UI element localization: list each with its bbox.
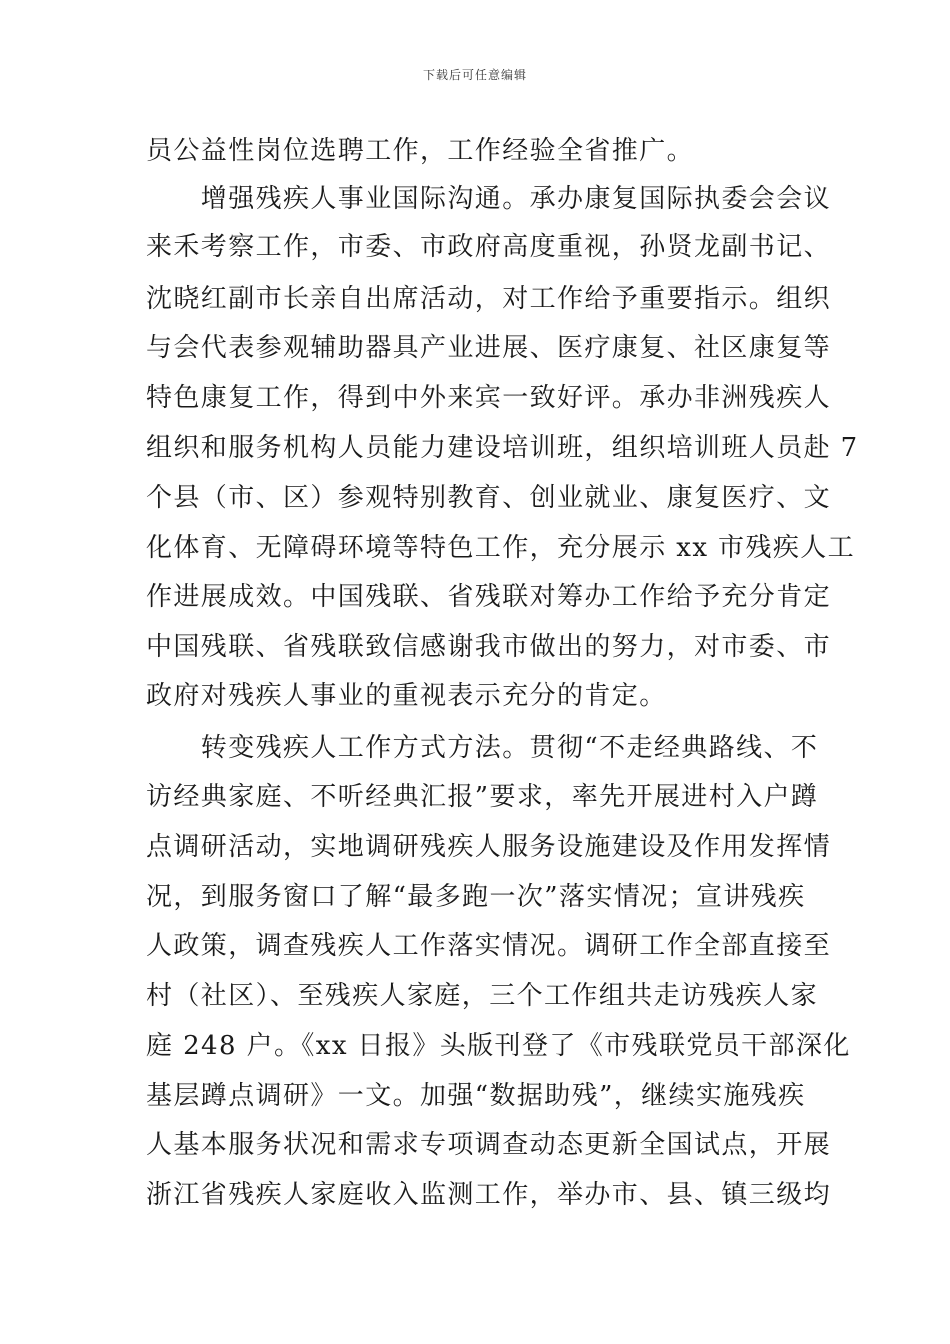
text-line: 化体育、无障碍环境等特色工作，充分展示 xx 市残疾人工 <box>146 533 856 563</box>
text-line: 来禾考察工作，市委、市政府高度重视，孙贤龙副书记、 <box>146 232 832 262</box>
text-line: 村（社区）、至残疾人家庭，三个工作组共走访残疾人家 <box>146 981 819 1011</box>
page-header-note: 下载后可任意编辑 <box>422 68 527 82</box>
text-line: 沈晓红副市长亲自出席活动，对工作给予重要指示。组织 <box>146 284 832 314</box>
text-line: 特色康复工作，得到中外来宾一致好评。承办非洲残疾人 <box>146 383 832 413</box>
text-line: 人政策，调查残疾人工作落实情况。调研工作全部直接至 <box>146 931 832 961</box>
text-line: 点调研活动，实地调研残疾人服务设施建设及作用发挥情 <box>146 832 832 862</box>
text-line: 员公益性岗位选聘工作，工作经验全省推广。 <box>146 136 695 166</box>
text-line: 访经典家庭、不听经典汇报”要求，率先开展进村入户蹲 <box>146 782 819 812</box>
text-line: 个县（市、区）参观特别教育、创业就业、康复医疗、文 <box>146 483 832 513</box>
text-line: 增强残疾人事业国际沟通。承办康复国际执委会会议 <box>146 184 832 214</box>
text-line: 作进展成效。中国残联、省残联对筹办工作给予充分肯定 <box>146 582 832 612</box>
text-line: 中国残联、省残联致信感谢我市做出的努力，对市委、市 <box>146 632 832 662</box>
text-line: 庭 248 户。《xx 日报》头版刊登了《市残联党员干部深化 <box>146 1031 851 1061</box>
text-line: 浙江省残疾人家庭收入监测工作，举办市、县、镇三级均 <box>146 1180 832 1210</box>
text-line: 与会代表参观辅助器具产业进展、医疗康复、社区康复等 <box>146 333 832 363</box>
text-line: 组织和服务机构人员能力建设培训班，组织培训班人员赴 7 <box>146 433 859 463</box>
text-line: 政府对残疾人事业的重视表示充分的肯定。 <box>146 681 667 711</box>
text-line: 况，到服务窗口了解“最多跑一次”落实情况；宣讲残疾 <box>146 882 806 912</box>
text-line: 人基本服务状况和需求专项调查动态更新全国试点，开展 <box>146 1130 832 1160</box>
text-line: 基层蹲点调研》一文。加强“数据助残”，继续实施残疾 <box>146 1081 806 1111</box>
text-line: 转变残疾人工作方式方法。贯彻“不走经典路线、不 <box>146 733 819 763</box>
